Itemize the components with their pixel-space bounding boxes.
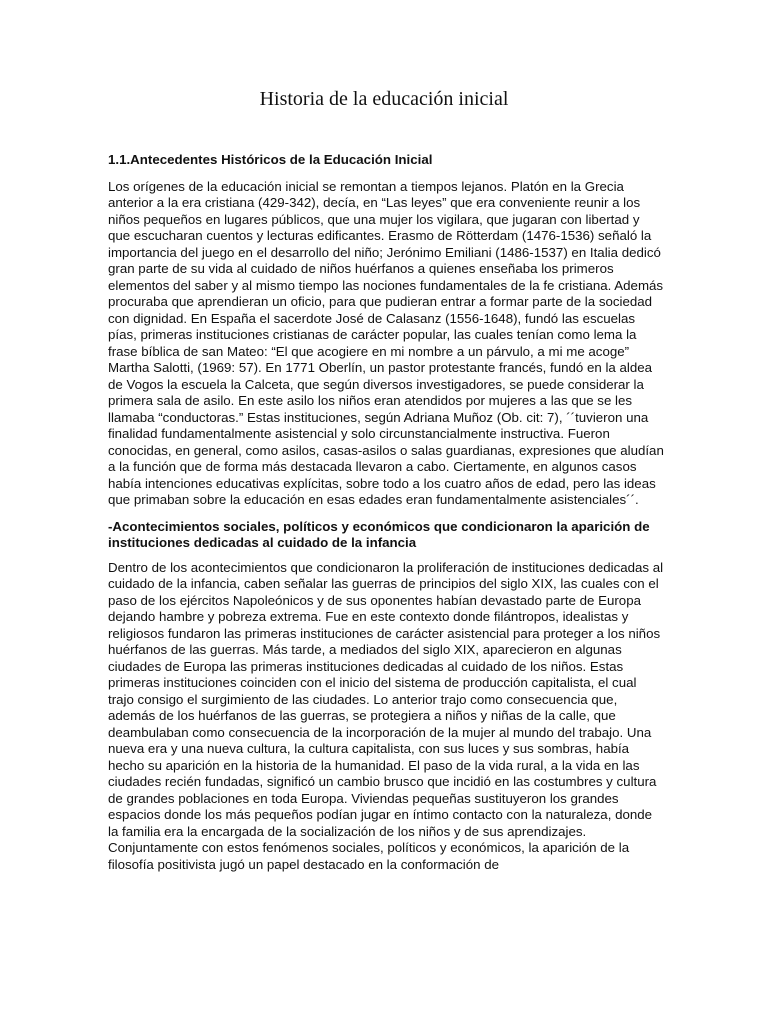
- section-heading: 1.1.Antecedentes Históricos de la Educación Inicial: [108, 152, 433, 167]
- paragraph-origins: Los orígenes de la educación inicial se remontan a tiempos lejanos. Platón en la Grecia anterior a la era cristiana (429-342), decía, en “Las leyes” que era conveniente reunir a los niños pequeños en lugares públicos, que una mujer los vigilara, que jugaran con libertad y que escucharan cuentos y lecturas edificantes. Erasmo de Rötterdam (1476-1536) señaló la importancia del juego en el desarrollo del niño; Jerónimo Emiliani (1486-1537) en Italia dedicó gran parte de su vida al cuidado de niños huérfanos a quienes enseñaba los primeros elementos del saber y al mismo tiempo las nociones fundamentales de la fe cristiana. Además procuraba que aprendieran un oficio, para que pudieran entrar a formar parte de la sociedad con dignidad. En España el sacerdote José de Calasanz (1556-1648), fundó las escuelas pías, primeras instituciones cristianas de carácter popular, las cuales tenían como lema la frase bíblica de san Mateo: “El que acogiere en mi nombre a un párvulo, a mi me acoge” Martha Salotti, (1969: 57). En 1771 Oberlín, un pastor protestante francés, fundó en la aldea de Vogos la escuela la Calceta, que según diversos investigadores, se puede considerar la primera sala de asilo. En este asilo los niños eran atendidos por mujeres a las que se les llamaba “conductoras.” Estas instituciones, según Adriana Muñoz (Ob. cit: 7), ´´tuvieron una finalidad fundamentalmente asistencial y solo circunstancialmente instructiva. Fueron conocidas, en general, como asilos, casas-asilos o salas guardianas, expresiones que aludían a la función que de forma más destacada llevaron a cabo. Ciertamente, en algunos casos había intenciones educativas explícitas, sobre todo a los cuatro años de edad, pero las ideas que primaban sobre la educación en esas edades eran fundamentalmente asistenciales´´.: [108, 178, 664, 507]
- document-title: Historia de la educación inicial: [259, 88, 509, 110]
- paragraph-events: Dentro de los acontecimientos que condicionaron la proliferación de instituciones dedicadas al cuidado de la infancia, caben señalar las guerras de principios del siglo XIX, las cuales con el paso de los ejércitos Napoleónicos y de sus oponentes habían devastado parte de Europa dejando hambre y pobreza extrema. Fue en este contexto donde filántropos, idealistas y religiosos fundaron las primeras instituciones de carácter asistencial para proteger a los niños huérfanos de las guerras. Más tarde, a mediados del siglo XIX, aparecieron en algunas ciudades de Europa las primeras instituciones dedicadas al cuidado de los niños. Estas primeras instituciones coinciden con el inicio del sistema de producción capitalista, el cual trajo consigo el surgimiento de las ciudades. Lo anterior trajo como consecuencia que, además de los huérfanos de las guerras, se protegiera a niños y niñas de la calle, que deambulaban como consecuencia de la incorporación de la mujer al mundo del trabajo. Una nueva era y una nueva cultura, la cultura capitalista, con sus luces y sus sombras, había hecho su aparición en la historia de la humanidad. El paso de la vida rural, a la vida en las ciudades recién fundadas, significó un cambio brusco que incidió en las costumbres y cultura de grandes poblaciones en toda Europa. Viviendas pequeñas sustituyeron los grandes espacios donde los más pequeños podían jugar en íntimo contacto con la naturaleza, donde la familia era la encargada de la socialización de los niños y de sus aprendizajes. Conjuntamente con estos fenómenos sociales, políticos y económicos, la aparición de la filosofía positivista jugó un papel destacado en la conformación de: [108, 559, 664, 872]
- subsection-heading: -Acontecimientos sociales, políticos y económicos que condicionaron la aparición de instituciones dedicadas al cuidado de la infancia: [108, 518, 650, 550]
- document-body: [108, 152, 664, 881]
